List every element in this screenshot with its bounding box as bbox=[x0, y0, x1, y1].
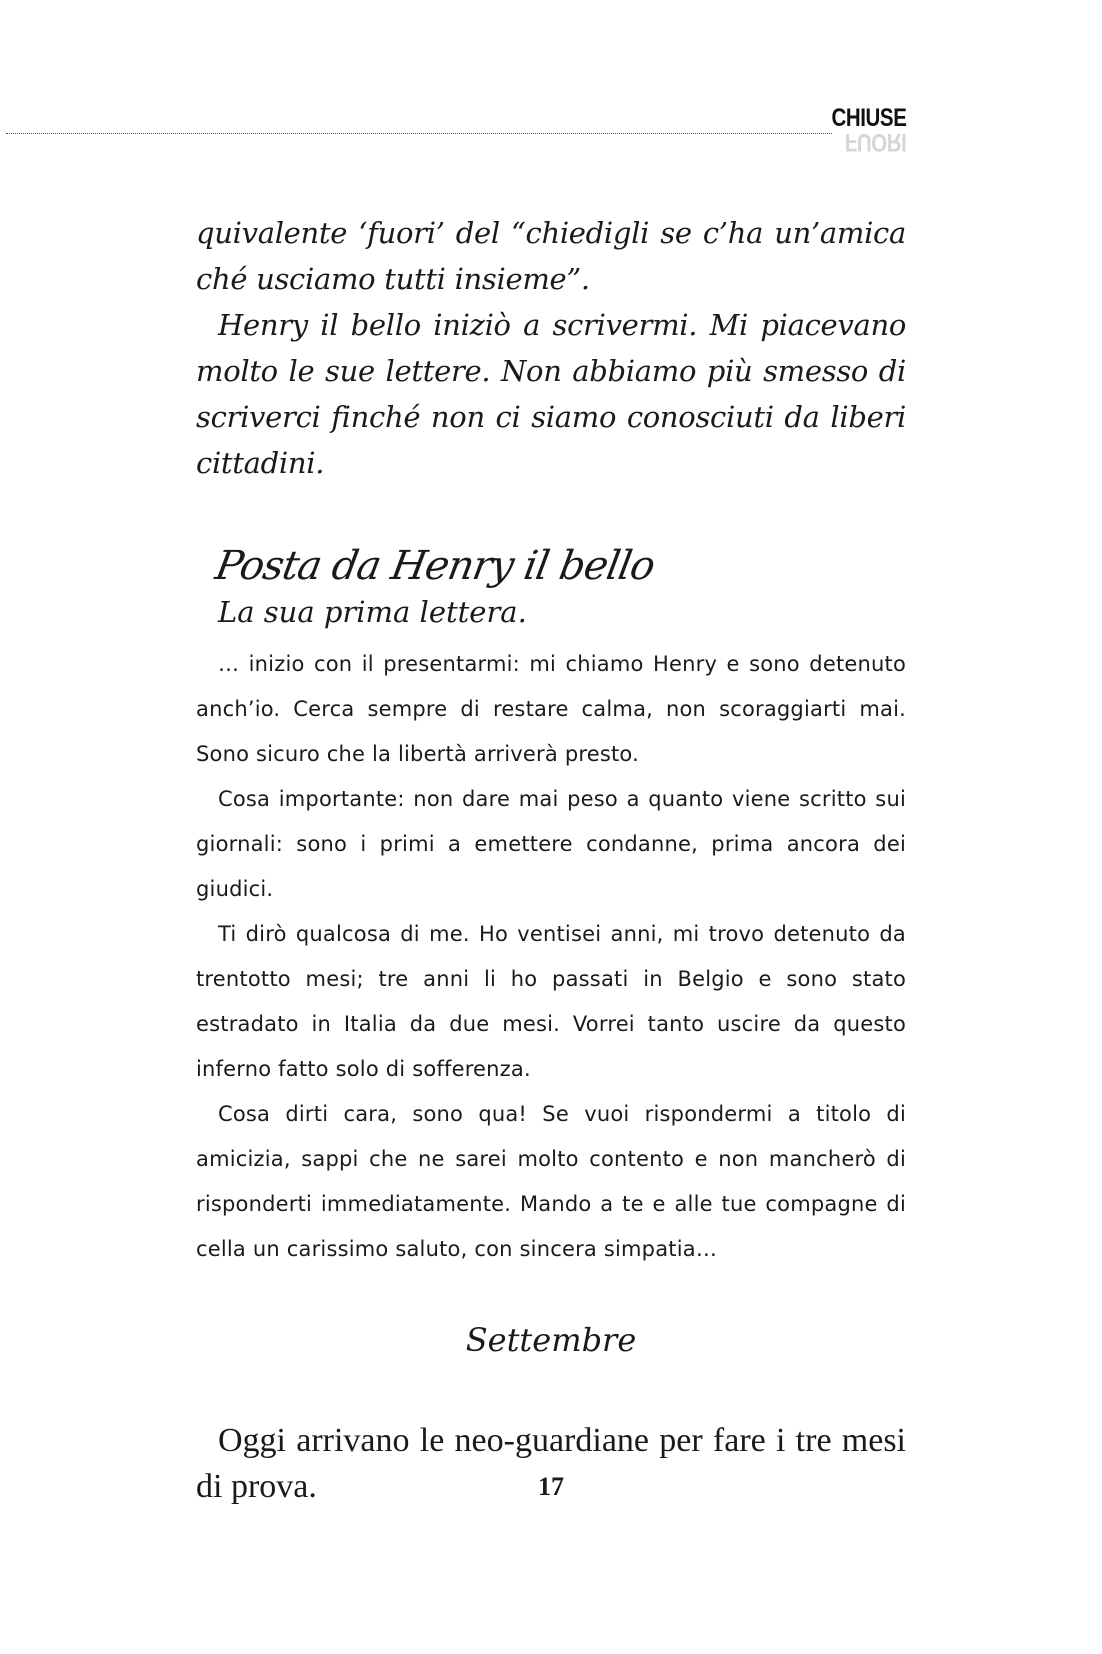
header-dotted-rule bbox=[6, 133, 832, 134]
intro-paragraph-1: quivalente ‘fuori’ del “chiedigli se c’ha un’amica ché usciamo tutti insieme”. bbox=[196, 216, 906, 296]
section-paragraph: Oggi arrivano le neo-guardiane per fare i tre mesi di prova. bbox=[196, 1422, 906, 1505]
letter-paragraph-1: … inizio con il presentarmi: mi chiamo Henry e sono detenuto anch’io. Cerca sempre di restare calma, non scoraggiarti mai. Sono sicuro che la libertà arriverà presto. bbox=[196, 652, 906, 766]
letter-paragraph-4: Cosa dirti cara, sono qua! Se vuoi rispondermi a titolo di amicizia, sappi che ne sarei molto contento e non mancherò di risponderti immediatamente. Mando a te e alle tue compagne di cella un carissimo saluto, con sincera simpatia… bbox=[196, 1102, 906, 1261]
letter-heading: Posta da Henry il bello bbox=[211, 543, 658, 589]
running-header-title: CHIUSE bbox=[830, 104, 906, 132]
page-number: 17 bbox=[538, 1472, 564, 1501]
letter-paragraph-3: Ti dirò qualcosa di me. Ho ventisei anni, mi trovo detenuto da trentotto mesi; tre anni li ho passati in Belgio e sono stato estradato in Italia da due mesi. Vorrei tanto uscire da questo inferno fatto solo di sofferenza. bbox=[196, 922, 906, 1081]
running-header-mirror-title: FUORI bbox=[844, 128, 906, 156]
letter-subheading: La sua prima lettera. bbox=[218, 595, 527, 629]
page-content bbox=[196, 210, 906, 1510]
intro-paragraph-2: Henry il bello iniziò a scrivermi. Mi piacevano molto le sue lettere. Non abbiamo più smesso di scriverci finché non ci siamo conosciuti da liberi cittadini. bbox=[196, 308, 906, 480]
letter-paragraph-2: Cosa importante: non dare mai peso a quanto viene scritto sui giornali: sono i primi a emettere condanne, prima ancora dei giudici. bbox=[196, 787, 906, 901]
section-title: Settembre bbox=[465, 1321, 637, 1359]
running-header bbox=[831, 106, 906, 154]
